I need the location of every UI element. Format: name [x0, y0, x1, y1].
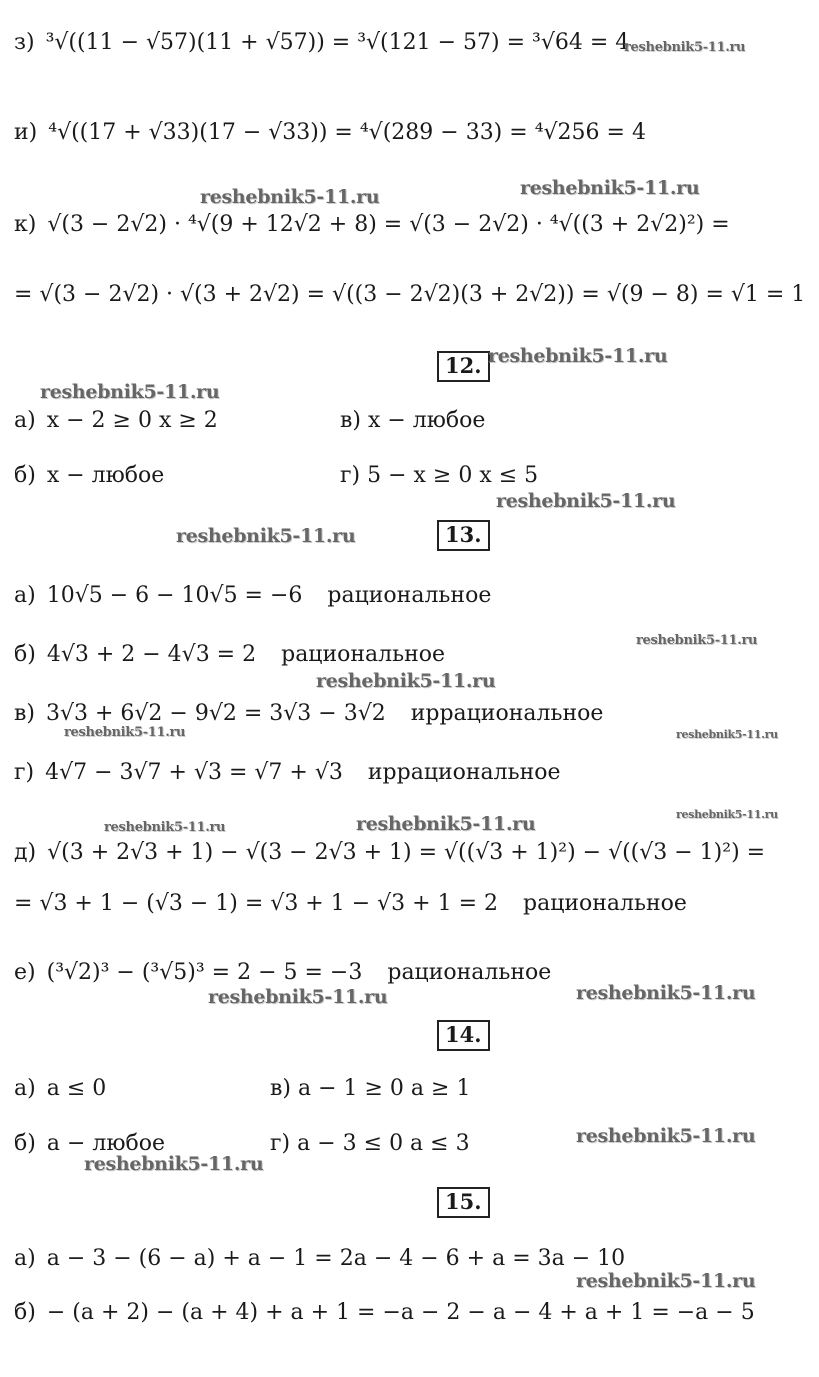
item-label: а) [14, 1246, 36, 1271]
line-14v [270, 1078, 470, 1100]
math-expression: 4√7 − 3√7 + √3 = √7 + √3 [45, 760, 343, 785]
item-label: г) [14, 760, 35, 785]
item-label: а) [14, 583, 36, 608]
math-expression: √(3 − 2√2) · ⁴√(9 + 12√2 + 8) = √(3 − 2√2) · ⁴√((3 + 2√2)²) = [47, 212, 730, 237]
line-13a [14, 585, 491, 607]
line-13v [14, 703, 603, 725]
classification-note: иррациональное [410, 701, 604, 726]
math-expression: a ≤ 0 [46, 1076, 107, 1101]
line-14a [14, 1078, 106, 1100]
section-number-14: 14. [437, 1020, 490, 1051]
watermark: reshebnik5-11.ru [104, 820, 226, 835]
watermark: reshebnik5-11.ru [496, 490, 676, 512]
line-13d1 [14, 842, 765, 864]
math-expression: 5 − x ≥ 0 x ≤ 5 [367, 463, 539, 488]
classification-note: рациональное [281, 642, 446, 667]
line-15a [14, 1248, 625, 1270]
line-k2 [14, 284, 805, 306]
item-label: г) [270, 1131, 291, 1156]
item-label: б) [14, 1300, 36, 1325]
section-number-15: 15. [437, 1187, 490, 1218]
line-12a [14, 410, 218, 432]
item-label: з) [14, 30, 35, 55]
item-label: и) [14, 120, 38, 145]
watermark: reshebnik5-11.ru [676, 808, 778, 821]
math-expression: x − любое [46, 463, 165, 488]
classification-note: рациональное [523, 891, 687, 916]
watermark: reshebnik5-11.ru [316, 670, 496, 692]
item-label: д) [14, 840, 37, 865]
item-label: г) [340, 463, 361, 488]
item-label: е) [14, 960, 36, 985]
line-k1 [14, 214, 730, 236]
math-expression: a − любое [46, 1131, 166, 1156]
watermark: reshebnik5-11.ru [576, 1125, 756, 1147]
math-expression: a − 3 − (6 − a) + a − 1 = 2a − 4 − 6 + a = 3a − 10 [46, 1246, 626, 1271]
section-number-13: 13. [437, 520, 490, 551]
item-label: б) [14, 463, 36, 488]
math-expression: 4√3 + 2 − 4√3 = 2 [46, 642, 257, 667]
item-label: в) [270, 1076, 291, 1101]
math-expression: = √(3 − 2√2) · √(3 + 2√2) = √((3 − 2√2)(3 + 2√2)) = √(9 − 8) = √1 = 1 [14, 282, 806, 307]
watermark: reshebnik5-11.ru [200, 186, 380, 208]
watermark: reshebnik5-11.ru [576, 1270, 756, 1292]
line-12b [14, 465, 164, 487]
watermark: reshebnik5-11.ru [64, 725, 186, 740]
line-14g [270, 1133, 470, 1155]
watermark: reshebnik5-11.ru [624, 40, 746, 55]
math-expression: a − 3 ≤ 0 a ≤ 3 [297, 1131, 470, 1156]
line-13b [14, 644, 445, 666]
item-label: в) [340, 408, 361, 433]
line-z [14, 32, 629, 54]
item-label: к) [14, 212, 37, 237]
item-label: б) [14, 642, 36, 667]
line-12g [340, 465, 538, 487]
item-label: б) [14, 1131, 36, 1156]
line-12v [340, 410, 485, 432]
watermark: reshebnik5-11.ru [176, 525, 356, 547]
line-14b [14, 1133, 165, 1155]
line-i [14, 122, 646, 144]
watermark: reshebnik5-11.ru [576, 982, 756, 1004]
item-label: а) [14, 408, 36, 433]
line-13e [14, 962, 551, 984]
item-label: а) [14, 1076, 36, 1101]
math-expression: x − 2 ≥ 0 x ≥ 2 [46, 408, 218, 433]
watermark: reshebnik5-11.ru [208, 986, 388, 1008]
line-15b [14, 1302, 755, 1324]
watermark: reshebnik5-11.ru [520, 177, 700, 199]
watermark: reshebnik5-11.ru [84, 1153, 264, 1175]
math-expression: (³√2)³ − (³√5)³ = 2 − 5 = −3 [46, 960, 363, 985]
math-expression: √(3 + 2√3 + 1) − √(3 − 2√3 + 1) = √((√3 + 1)²) − √((√3 − 1)²) = [47, 840, 766, 865]
math-expression: x − любое [367, 408, 486, 433]
watermark: reshebnik5-11.ru [40, 381, 220, 403]
math-expression: 3√3 + 6√2 − 9√2 = 3√3 − 3√2 [45, 701, 386, 726]
classification-note: иррациональное [367, 760, 561, 785]
line-13d2 [14, 893, 687, 915]
math-expression: = √3 + 1 − (√3 − 1) = √3 + 1 − √3 + 1 = 2 [14, 891, 498, 916]
math-expression: − (a + 2) − (a + 4) + a + 1 = −a − 2 − a − 4 + a + 1 = −a − 5 [46, 1300, 755, 1325]
classification-note: рациональное [387, 960, 552, 985]
math-expression: ³√((11 − √57)(11 + √57)) = ³√(121 − 57) = ³√64 = 4 [45, 30, 630, 55]
math-expression: 10√5 − 6 − 10√5 = −6 [46, 583, 303, 608]
math-expression: ⁴√((17 + √33)(17 − √33)) = ⁴√(289 − 33) = ⁴√256 = 4 [48, 120, 646, 145]
watermark: reshebnik5-11.ru [356, 813, 536, 835]
classification-note: рациональное [327, 583, 492, 608]
line-13g [14, 762, 561, 784]
item-label: в) [14, 701, 35, 726]
watermark: reshebnik5-11.ru [488, 345, 668, 367]
section-number-12: 12. [437, 351, 490, 382]
watermark: reshebnik5-11.ru [676, 728, 778, 741]
math-expression: a − 1 ≥ 0 a ≥ 1 [297, 1076, 471, 1101]
watermark: reshebnik5-11.ru [636, 633, 758, 648]
